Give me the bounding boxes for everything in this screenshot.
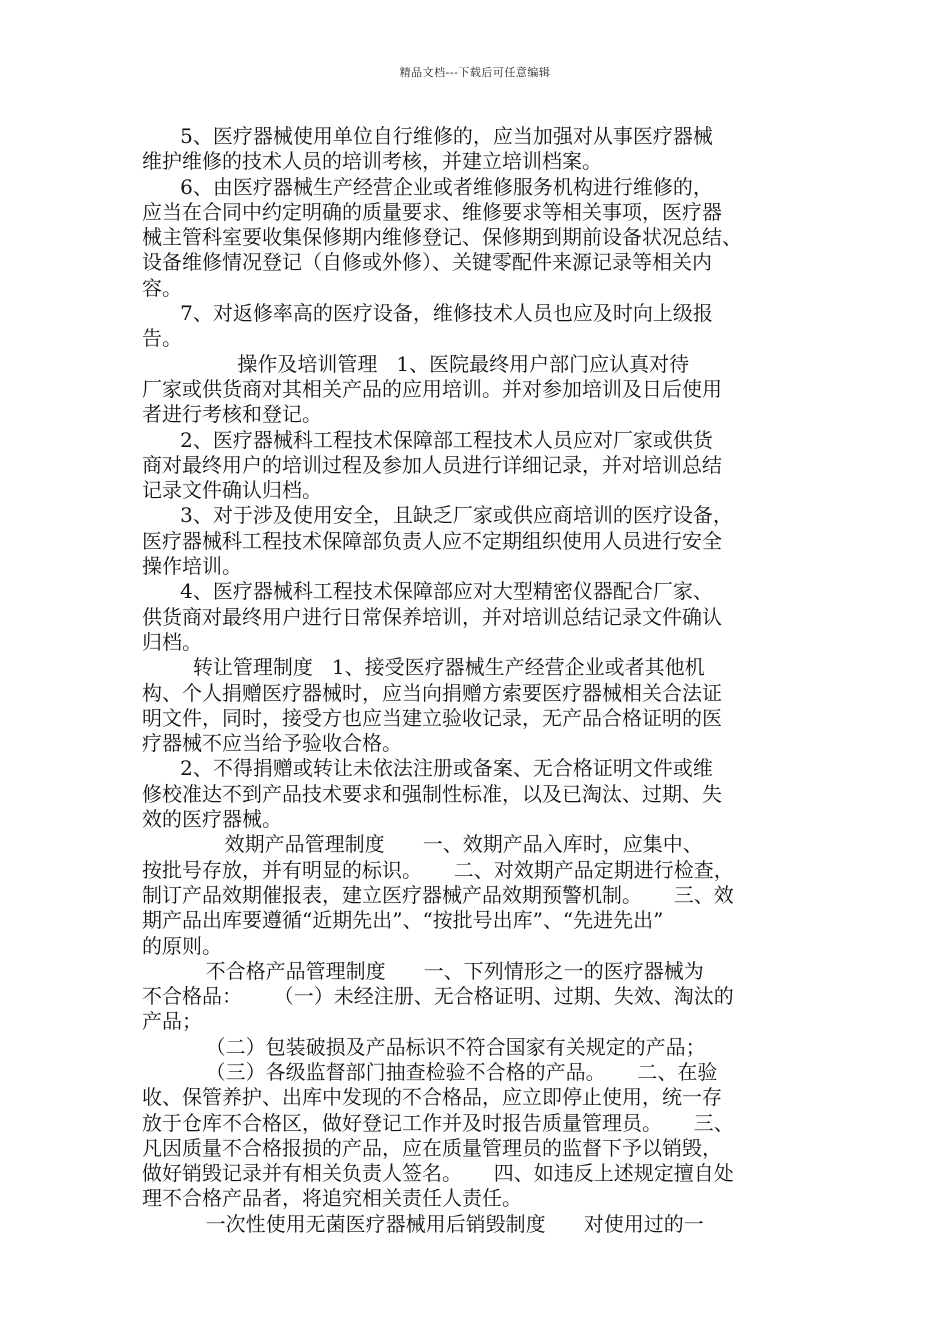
text-line: 的原则。 (142, 933, 222, 958)
text-line: 5、医疗器械使用单位自行维修的，应当加强对从事医疗器械 (142, 124, 713, 148)
section-heading-line (142, 1237, 814, 1262)
text-line: 记录文件确认归档。 (142, 478, 322, 503)
text-line: 3、对于涉及使用安全，且缺乏厂家或供应商培训的医疗设备， (142, 503, 733, 528)
text-line: 2、不得捐赠或转让未依法注册或备案、无合格证明文件或维 (142, 756, 713, 781)
page-header: 精品文档---下载后可任意编辑 (399, 66, 551, 79)
text-line: 告。 (142, 326, 182, 351)
text-line: 制订产品效期催报表，建立医疗器械产品效期预警机制。 三、效 (142, 882, 734, 907)
text-line: 理不合格产品者，将追究相关责任人责任。 (142, 1186, 522, 1211)
text-line: 疗器械不应当给予验收合格。 (142, 731, 402, 756)
text-line: 修校准达不到产品技术要求和强制性标准，以及已淘汰、过期、失 (142, 781, 722, 806)
section-heading-line: 不合格产品管理制度 一、下列情形之一的医疗器械为 (142, 958, 704, 983)
section-heading-line: 操作及培训管理 1、医院最终用户部门应认真对待 (142, 351, 690, 376)
text-line: （三）各级监督部门抽查检验不合格的产品。 二、在验 (142, 1059, 718, 1084)
text-line: 6、由医疗器械生产经营企业或者维修服务机构进行维修的， (142, 174, 713, 199)
section-heading-line: 转让管理制度 1、接受医疗器械生产经营企业或者其他机 (142, 655, 705, 680)
text-line: 凡因质量不合格报损的产品，应在质量管理员的监督下予以销毁， (142, 1135, 722, 1160)
text-line: （二）包装破损及产品标识不符合国家有关规定的产品； (142, 1034, 706, 1059)
text-line: 2、医疗器械科工程技术保障部工程技术人员应对厂家或供货 (142, 427, 713, 452)
text-line: 明文件，同时，接受方也应当建立验收记录，无产品合格证明的医 (142, 705, 722, 730)
text-line: 效的医疗器械。 (142, 807, 282, 832)
text-line: 供货商对最终用户进行日常保养培训，并对培训总结记录文件确认 (142, 604, 722, 629)
text-line: 收、保管养护、出库中发现的不合格品，应立即停止使用，统一存 (142, 1085, 722, 1110)
text-line: 容。 (142, 275, 182, 300)
text-line: 维护维修的技术人员的培训考核，并建立培训档案。 (142, 149, 602, 174)
text-line: 设备维修情况登记（自修或外修）、关键零配件来源记录等相关内 (142, 250, 712, 275)
text-line: 归档。 (142, 629, 202, 654)
text-line: 7、对返修率高的医疗设备，维修技术人员也应及时向上级报 (142, 301, 713, 326)
text-line: 按批号存放，并有明显的标识。 二、对效期产品定期进行检查， (142, 857, 734, 882)
text-line: 期产品出库要遵循“近期先出”、“按批号出库”、“先进先出” (142, 908, 664, 933)
document-body (142, 124, 814, 1262)
text-line: 一次性使用无菌医疗器械用后销毁制度 对使用过的一 (142, 1211, 704, 1236)
text-line: 不合格品： （一）未经注册、无合格证明、过期、失效、淘汰的 (142, 984, 734, 1009)
text-line: 械主管科室要收集保修期内维修登记、保修期到期前设备状况总结、 (142, 225, 742, 250)
text-line: 构、个人捐赠医疗器械时，应当向捐赠方索要医疗器械相关合法证 (142, 680, 722, 705)
text-line: 放于仓库不合格区，做好登记工作并及时报告质量管理员。 三、 (142, 1110, 734, 1135)
text-line: 产品； (142, 1009, 202, 1034)
text-line: 者进行考核和登记。 (142, 402, 322, 427)
section-heading-line: 效期产品管理制度 一、效期产品入库时，应集中、 (142, 832, 703, 857)
text-line: 商对最终用户的培训过程及参加人员进行详细记录，并对培训总结 (142, 452, 722, 477)
text-line: 应当在合同中约定明确的质量要求、维修要求等相关事项，医疗器 (142, 199, 722, 224)
text-line: 厂家或供货商对其相关产品的应用培训。并对参加培训及日后使用 (142, 376, 722, 401)
text-line: 4、医疗器械科工程技术保障部应对大型精密仪器配合厂家、 (142, 579, 713, 604)
text-line: 做好销毁记录并有相关负责人签名。 四、如违反上述规定擅自处 (142, 1161, 734, 1186)
text-line: 操作培训。 (142, 554, 242, 579)
text-line: 医疗器械科工程技术保障部负责人应不定期组织使用人员进行安全 (142, 528, 722, 553)
